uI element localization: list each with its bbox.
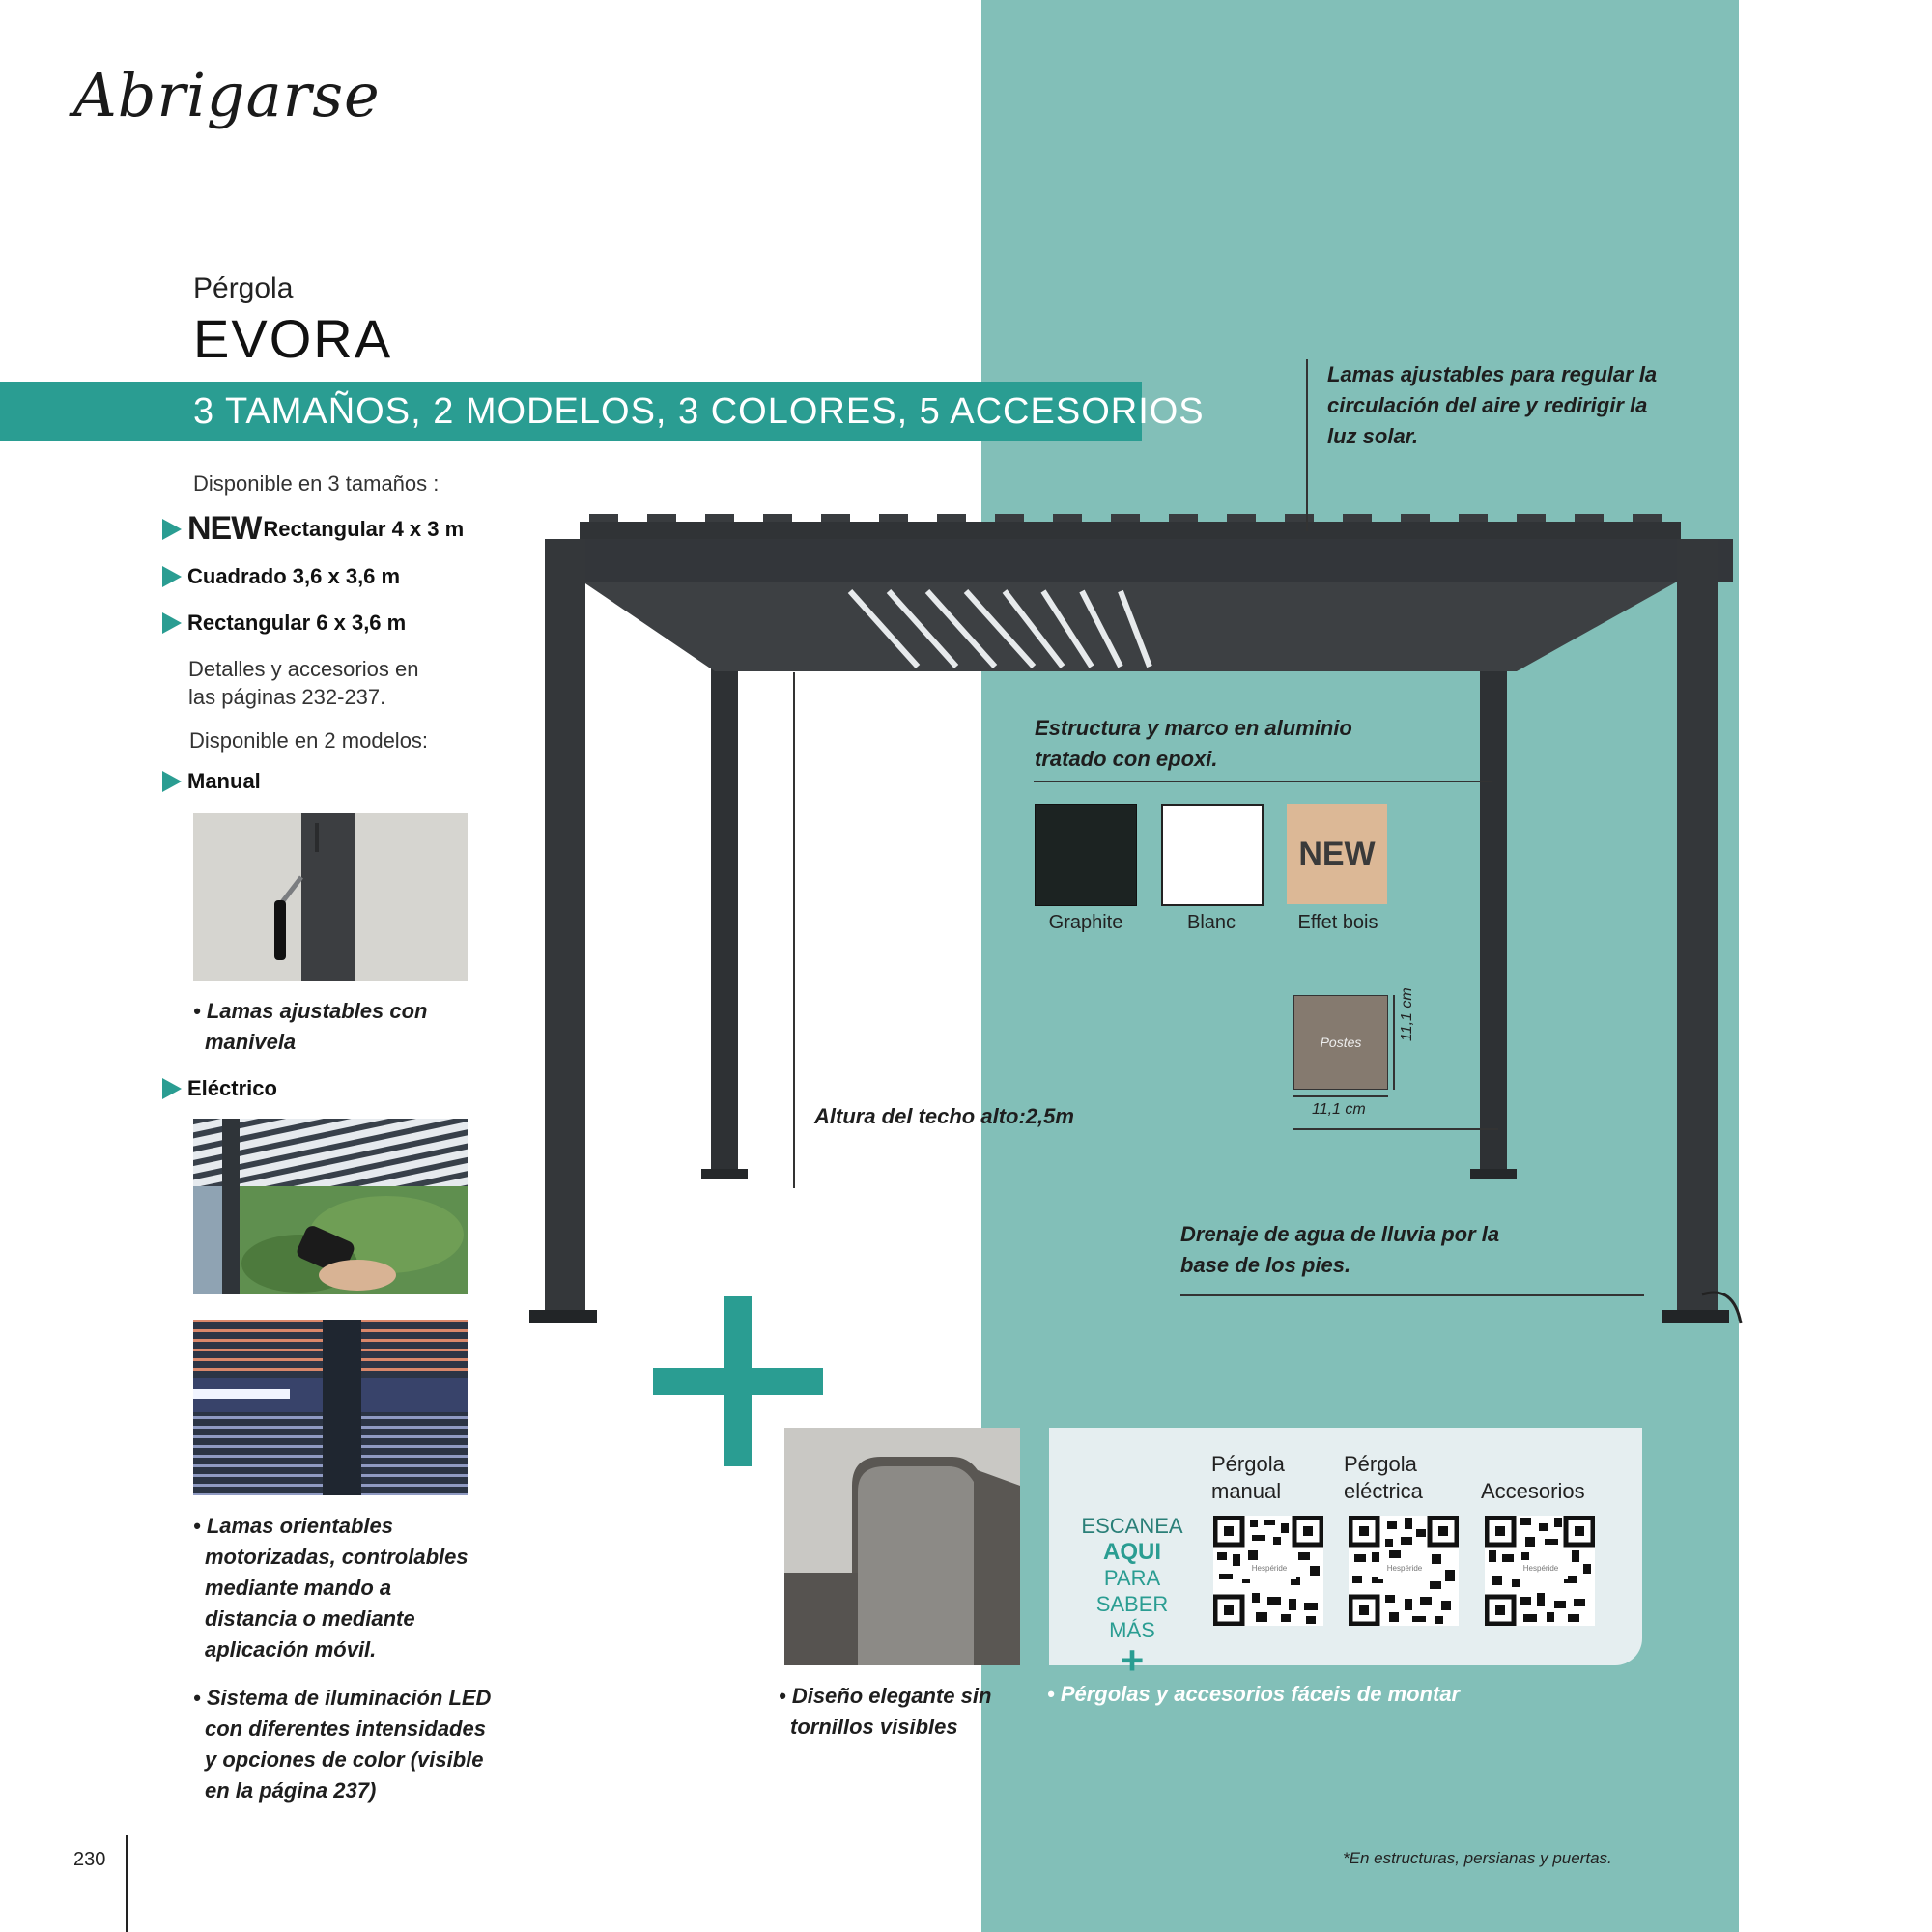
page-number-divider — [126, 1835, 128, 1932]
arrow-icon — [162, 612, 182, 634]
product-subtitle: Pérgola — [193, 272, 294, 304]
structure-callout: Estructura y marco en aluminio tratado con epoxi. — [1035, 716, 1352, 771]
qr-label-accessories: Accesorios — [1481, 1479, 1585, 1503]
arrow-icon — [162, 771, 182, 792]
scan-prompt: ESCANEA AQUI PARA SABER MÁS + — [1074, 1513, 1190, 1678]
arrow-icon — [162, 1078, 182, 1099]
size-item-1 — [162, 510, 464, 548]
qr-code-electric[interactable] — [1349, 1516, 1459, 1626]
post-height-dimension-line — [1393, 995, 1395, 1090]
brand-logo: Abrigarse — [73, 60, 381, 130]
manual-crank-photo — [193, 813, 468, 981]
structure-callout-line — [1034, 781, 1492, 782]
details-note: Detalles y accesorios en las páginas 232-237. — [188, 657, 419, 709]
qr-code-manual[interactable] — [1213, 1516, 1323, 1626]
post-callout-line — [1293, 1128, 1498, 1130]
post-width-dimension-line — [1293, 1095, 1388, 1097]
model-electric-heading: Eléctrico — [162, 1076, 277, 1101]
assembly-note: • Pérgolas y accesorios fáceis de montar — [1047, 1682, 1461, 1706]
remote-control-photo — [193, 1119, 468, 1294]
swatch-blanc — [1161, 804, 1264, 906]
post-height-label: 11,1 cm — [1399, 987, 1415, 1041]
footnote: *En estructuras, persianas y puertas. — [1343, 1849, 1612, 1867]
size-label: Rectangular 6 x 3,6 m — [187, 611, 407, 635]
height-callout: Altura del techo alto:2,5m — [814, 1104, 1074, 1128]
size-item-2 — [162, 564, 400, 589]
size-label: Rectangular 4 x 3 m — [263, 516, 465, 541]
size-label: Cuadrado 3,6 x 3,6 m — [187, 564, 401, 588]
swatch-label-effet-bois: Effet bois — [1297, 912, 1378, 933]
new-badge: NEW — [187, 510, 262, 547]
qr-label-electric: Pérgola eléctrica — [1344, 1452, 1423, 1503]
size-item-3 — [162, 611, 406, 636]
model-manual-heading: Manual — [162, 769, 261, 794]
swatch-label-blanc: Blanc — [1186, 912, 1236, 933]
qr-brand-electric: Hespéride — [1386, 1564, 1423, 1573]
swatch-label-graphite: Graphite — [1048, 912, 1123, 933]
plus-small-icon: + — [1120, 1637, 1145, 1683]
drainage-callout: Drenaje de agua de lluvia por la base de los pies. — [1180, 1222, 1500, 1277]
louvres-callout-line — [1306, 359, 1308, 531]
profile-detail-photo — [784, 1428, 1020, 1665]
led-lighting-photo — [193, 1320, 468, 1495]
models-intro: Disponible en 2 modelos: — [189, 728, 429, 753]
qr-label-manual: Pérgola manual — [1211, 1452, 1285, 1503]
swatch-graphite — [1035, 804, 1137, 906]
arrow-icon — [162, 566, 182, 587]
sizes-intro: Disponible en 3 tamaños : — [193, 471, 440, 496]
swatch-effet-bois — [1287, 804, 1387, 904]
feature-banner-text: 3 TAMAÑOS, 2 MODELOS, 3 COLORES, 5 ACCESORIOS — [193, 391, 1205, 432]
page-number: 230 — [73, 1849, 106, 1870]
qr-brand-manual: Hespéride — [1251, 1564, 1288, 1573]
new-badge: NEW — [1298, 835, 1376, 872]
product-title: EVORA — [193, 308, 393, 369]
drainage-callout-line — [1180, 1294, 1644, 1296]
post-width-label: 11,1 cm — [1312, 1101, 1366, 1118]
design-description: • Diseño elegante sin tornillos visibles — [779, 1684, 992, 1739]
post-section-diagram — [1293, 995, 1388, 1090]
arrow-icon — [162, 519, 182, 540]
qr-code-accessories[interactable] — [1485, 1516, 1595, 1626]
louvres-callout: Lamas ajustables para regular la circulación del aire y redirigir la luz solar. — [1327, 362, 1658, 448]
post-label: Postes — [1320, 1035, 1362, 1050]
pergola-illustration — [522, 493, 1777, 1343]
manual-description: • Lamas ajustables con manivela — [193, 999, 428, 1054]
electric-description-2: • Sistema de iluminación LED con diferentes intensidades y opciones de color (visible en la página 237) — [193, 1686, 492, 1803]
qr-brand-accessories: Hespéride — [1522, 1564, 1559, 1573]
electric-description-1: • Lamas orientables motorizadas, controlables mediante mando a distancia o mediante aplicación móvil. — [193, 1514, 469, 1662]
